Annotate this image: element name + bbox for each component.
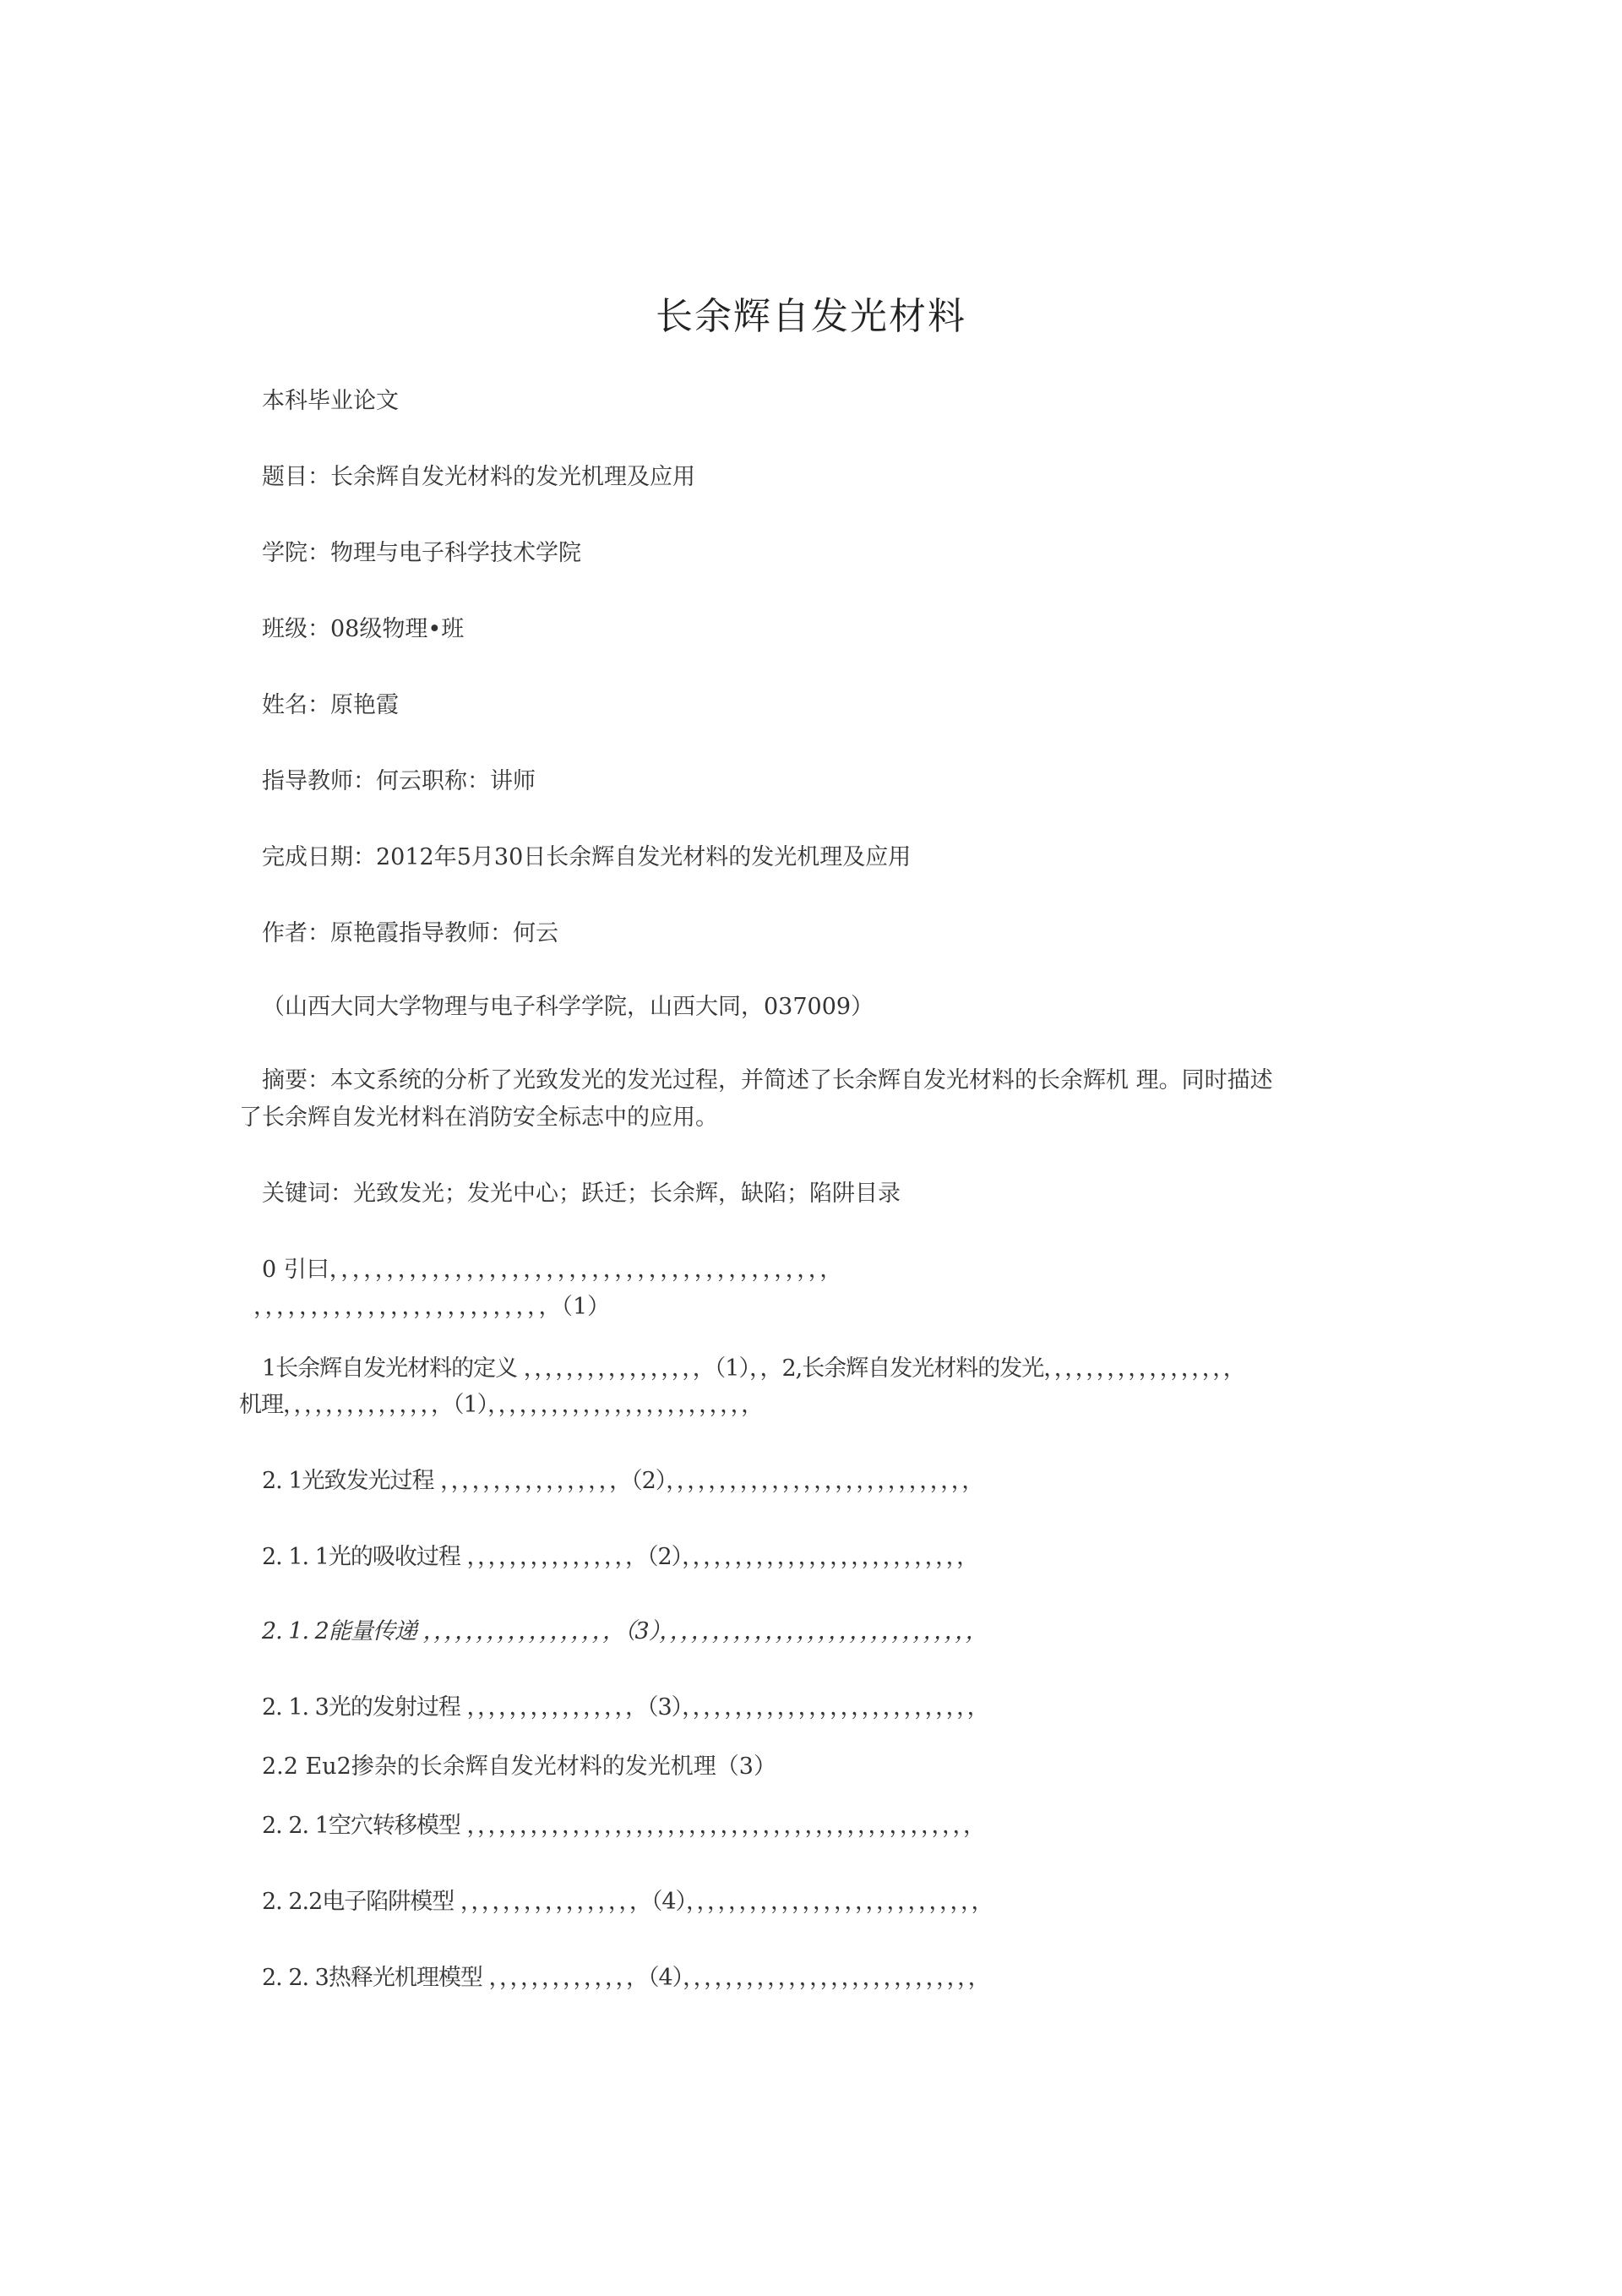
advisor-line: 指导教师：何云职称：讲师 [262, 768, 536, 794]
affiliation-line: （山西大同大学物理与电子科学学院，山西大同，037009） [262, 994, 874, 1020]
toc-entry-9: 2. 2. 3热释光机理模型 ，，，，，，，，，，，，，，（4），，，，，，，，，，，，，，，，，，，，，，，，，，，， [262, 1965, 990, 1991]
toc-entry-8: 2. 2.2电子陷阱模型 ，，，，，，，，，，，，，，，，，（4），，，，，，，，，，，，，，，，，，，，，，，，，，，， [262, 1889, 993, 1915]
abstract-line-2: 了长余辉自发光材料在消防安全标志中的应用。 [239, 1104, 718, 1131]
toc-entry-7: 2. 2. 1空穴转移模型 ，，，，，，，，，，，，，，，，，，，，，，，，，，，，，，，，，，，，，，，，，，，，，，，， [262, 1813, 985, 1839]
keywords-line: 关键词：光致发光；发光中心；跃迁；长余辉，缺陷；陷阱目录 [262, 1181, 901, 1207]
degree-line: 本科毕业论文 [262, 388, 399, 414]
authors-line: 作者：原艳霞指导教师：何云 [262, 920, 558, 946]
college-line: 学院：物理与电子科学技术学院 [262, 540, 581, 566]
document-title: 长余辉自发光材料 [656, 295, 966, 338]
toc-entry-3: 2. 1. 1光的吸收过程 ，，，，，，，，，，，，，，，，（2），，，，，，，，，，，，，，，，，，，，，，，，，，， [262, 1544, 979, 1570]
name-line: 姓名：原艳霞 [262, 692, 399, 718]
topic-line: 题目：长余辉自发光材料的发光机理及应用 [262, 464, 695, 490]
date-line: 完成日期：2012年5月30日长余辉自发光材料的发光机理及应用 [262, 844, 912, 870]
class-line: 班级：08级物理•班 [262, 616, 465, 642]
toc-entry-0-line-2: ，，，，，，，，，，，，，，，，，，，，，，，，，，（1） [253, 1294, 611, 1320]
toc-entry-2: 2. 1光致发光过程 ，，，，，，，，，，，，，，，，，（2），，，，，，，，，，，，，，，，，，，，，，，，，，，，， [262, 1468, 984, 1494]
abstract-line-1: 摘要：本文系统的分析了光致发光的发光过程，并简述了长余辉自发光材料的长余辉机 理。同时描述 [262, 1067, 1273, 1093]
toc-entry-5: 2. 1. 3光的发射过程 ，，，，，，，，，，，，，，，，（3），，，，，，，，，，，，，，，，，，，，，，，，，，，， [262, 1694, 989, 1721]
toc-entry-6: 2.2 Eu2掺杂的长余辉自发光材料的发光机理（3） [262, 1753, 776, 1780]
abstract [239, 1062, 1371, 1137]
toc-entry-0-line-1: 0 引曰，，，，，，，，，，，，，，，，，，，，，，，，，，，，，，，，，，，，，，，，，，，， [262, 1257, 843, 1283]
toc-entry-1-line-1: 1长余辉自发光材料的定义 ，，，，，，，，，，，，，，，，，（1），，2,长余辉自发光材料的发光，，，，，，，，，，，，，，，，，， [262, 1355, 1245, 1382]
toc-entry-1-line-2: 机理，，，，，，，，，，，，，，，（1），，，，，，，，，，，，，，，，，，，，，，，，， [239, 1392, 764, 1418]
toc-entry-4: 2. 1. 2能量传递 ，，，，，，，，，，，，，，，，，，（3），，，，，，，，，，，，，，，，，，，，，，，，，，，，，， [262, 1618, 988, 1644]
